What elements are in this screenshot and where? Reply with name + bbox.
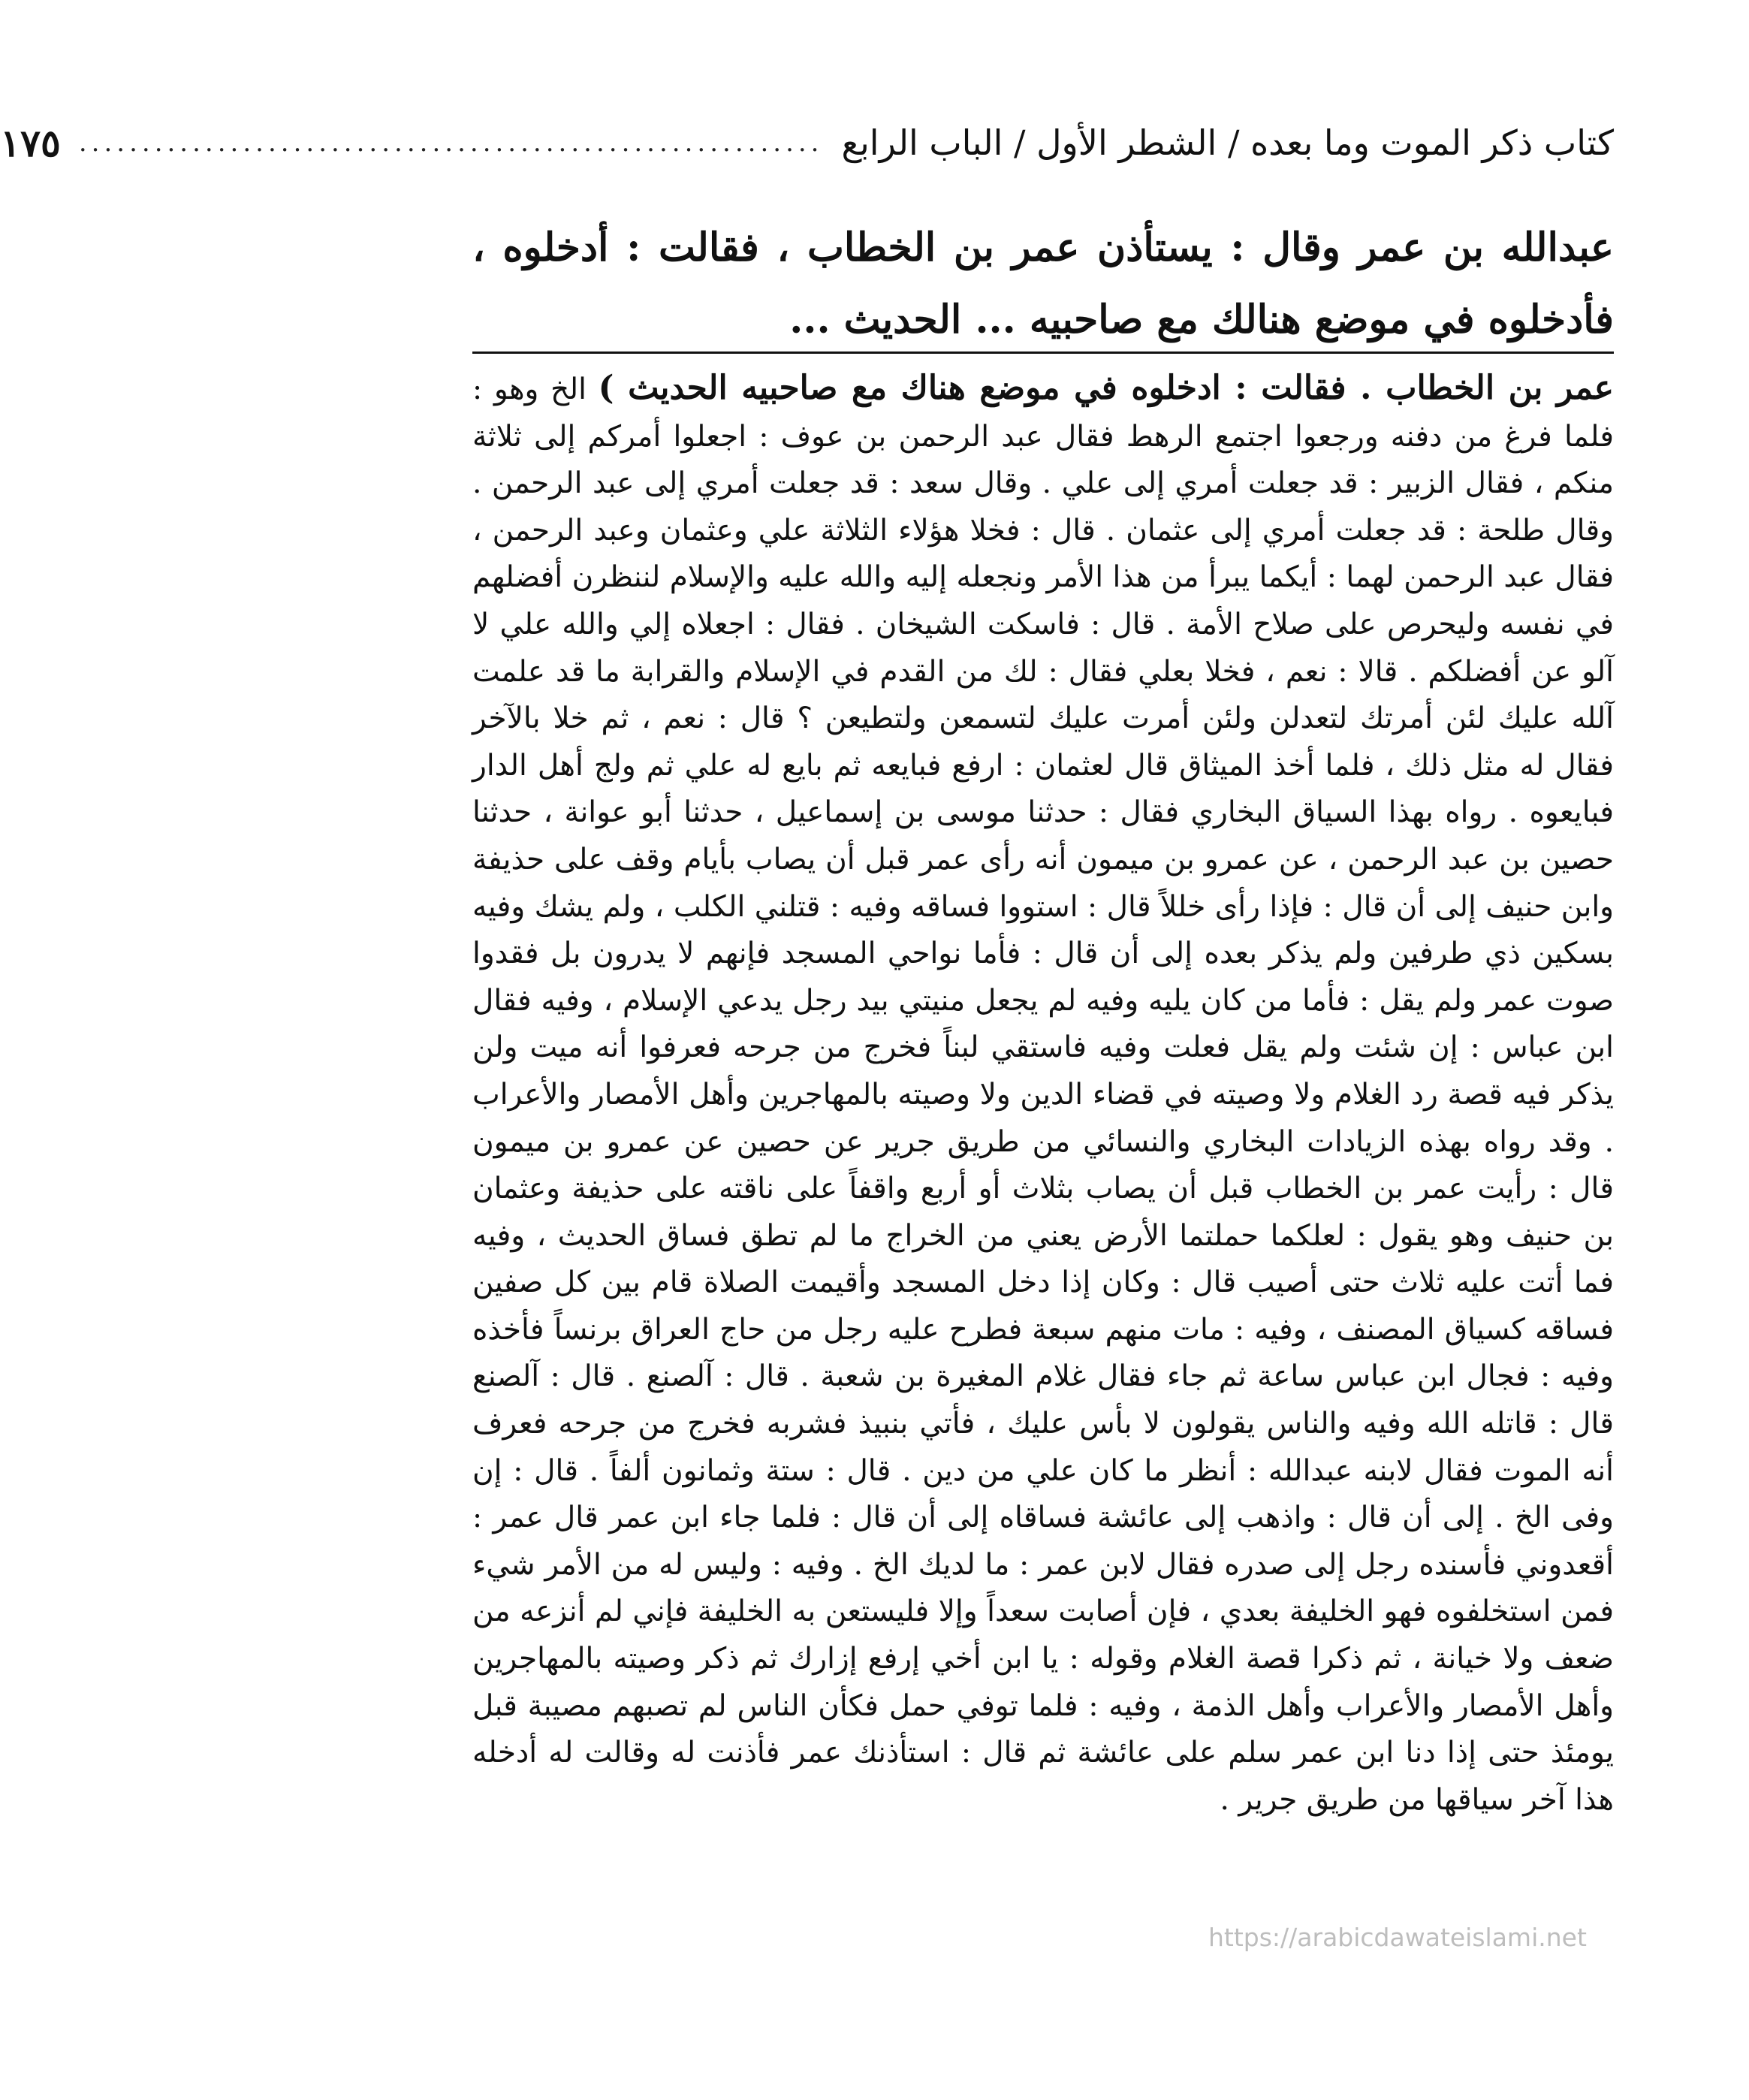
running-header [0,113,1614,173]
main-text-block [472,212,1614,356]
commentary-body: الخ وهو : فلما فرغ من دفنه ورجعوا اجتمع الرهط فقال عبد الرحمن بن عوف : اجعلوا أمركم إلى ثلاثة منكم ، فقال الزبير : قد جعلت أمري إلى علي . وقال سعد : قد جعلت أمري إلى عبد الرحمن . وقال طلحة : قد جعلت أمري إلى عثمان . قال : فخلا هؤلاء الثلاثة علي وعثمان وعبد الرحمن ، فقال عبد الرحمن لهما : أيكما يبرأ من هذا الأمر ونجعله إليه والله عليه والإسلام لننظرن أفضلهم في نفسه وليحرص على صلاح الأمة . قال : فاسكت الشيخان . فقال : اجعلاه إلي والله علي لا آلو عن أفضلكم . قالا : نعم ، فخلا بعلي فقال : لك من القدم في الإسلام والقرابة ما قد علمت آلله عليك لئن أمرتك لتعدلن ولئن أمرت عليك لتسمعن ولتطيعن ؟ قال : نعم ، ثم خلا بالآخر فقال له مثل ذلك ، فلما أخذ الميثاق قال لعثمان : ارفع فبايعه ثم بايع له علي ثم ولج أهل الدار فبايعوه . رواه بهذا السياق البخاري فقال : حدثنا موسى بن إسماعيل ، حدثنا أبو عوانة ، حدثنا حصين بن عبد الرحمن ، عن عمرو بن ميمون أنه رأى عمر قبل أن يصاب بأيام وقف على حذيفة وابن حنيف إلى أن قال : فإذا رأى خللاً قال : استووا فساقه وفيه : قتلني الكلب ، ولم يشك وفيه بسكين ذي طرفين ولم يذكر بعده إلى أن قال : فأما نواحي المسجد فإنهم لا يدرون بل فقدوا صوت عمر ولم يقل : فأما من كان يليه وفيه لم يجعل منيتي بيد رجل يدعي الإسلام ، وفيه فقال ابن عباس : إن شئت ولم يقل فعلت وفيه فاستقي لبناً فخرج من جرحه فعرفوا أنه ميت ولن يذكر فيه قصة رد الغلام ولا وصيته في قضاء الدين ولا وصيته بالمهاجرين وأهل الأمصار والأعراب . وقد رواه بهذه الزيادات البخاري والنسائي من طريق جرير عن حصين عن عمرو بن ميمون قال : رأيت عمر بن الخطاب قبل أن يصاب بثلاث أو أربع واقفاً على ناقته على حذيفة وعثمان بن حنيف وهو يقول : لعلكما حملتما الأرض يعني من الخراج ما لم تطق فساق الحديث ، وفيه فما أتت عليه ثلاث حتى أصيب قال : وكان إذا دخل المسجد وأقيمت الصلاة قام بين كل صفين فساقه كسياق المصنف ، وفيه : مات منهم سبعة فطرح عليه رجل من حاج العراق برنساً فأخذه وفيه : فجال ابن عباس ساعة ثم جاء فقال غلام المغيرة بن شعبة . قال : آلصنع . قال : آلصنع قال : قاتله الله وفيه والناس يقولون لا بأس عليك ، فأتي بنبيذ فشربه فخرج من جرحه فعرف أنه الموت فقال لابنه عبدالله : أنظر ما كان علي من دين . قال : ستة وثمانون ألفاً . قال : إن وفى الخ . إلى أن قال : واذهب إلى عائشة فساقاه إلى أن قال : فلما جاء ابن عمر قال عمر : أقعدوني فأسنده رجل إلى صدره فقال لابن عمر : ما لديك الخ . وفيه : وليس له من الأمر شيء فمن استخلفوه فهو الخليفة بعدي ، فإن أصابت سعداً وإلا فليستعن به الخليفة فإني لم أنزعه من ضعف ولا خيانة ، ثم ذكرا قصة الغلام وقوله : يا ابن أخي إرفع إزارك ثم ذكر وصيته بالمهاجرين وأهل الأمصار والأعراب وأهل الذمة ، وفيه : فلما توفي حمل فكأن الناس لم تصبهم مصيبة قبل يومئذ حتى إذا دنا ابن عمر سلم على عائشة ثم قال : استأذنك عمر فأذنت له وقالت له أدخله هذا آخر سياقها من طريق جرير . [472,373,1614,1817]
commentary-lead: عمر بن الخطاب . فقالت : ادخلوه في موضع هناك مع صاحبيه الحديث ) [598,369,1614,407]
footnote-divider [472,352,1614,354]
header-title: كتاب ذكر الموت وما بعده / الشطر الأول / الباب الرابع [841,122,1614,163]
page-number: ١٧٥ [0,120,61,165]
main-paragraph: عبدالله بن عمر وقال : يستأذن عمر بن الخطاب ، فقالت : أدخلوه ، فأدخلوه في موضع هنالك مع صاحبيه ... الحديث ... [472,225,1614,342]
commentary-paragraph [472,365,1614,1824]
watermark-url: https://arabicdawateislami.net [1208,1923,1587,1952]
header-leader-dots: ........................................................... [78,128,824,158]
commentary-block [472,365,1614,1824]
